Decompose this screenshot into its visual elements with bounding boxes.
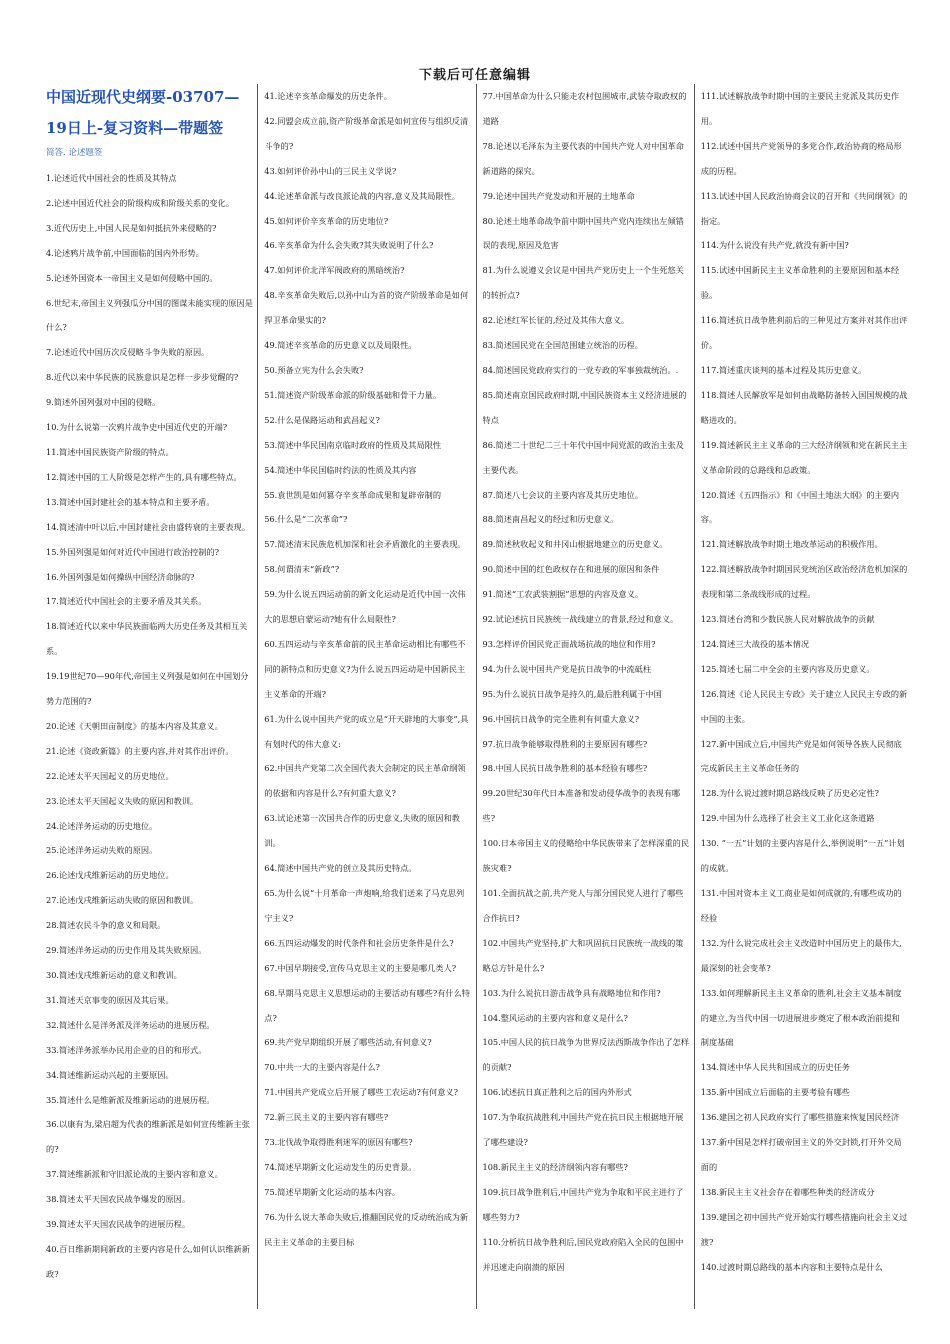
question-item: 65.为什么说“十月革命一声炮响,给我们送来了马克思列宁主义? <box>264 888 465 923</box>
question-item: 8.近代以来中华民族的民族意识是怎样一步步觉醒的? <box>46 372 239 383</box>
question-item: 75.简述早期新文化运动的基本内容。 <box>264 1186 401 1197</box>
question-item: 49.简述辛亥革命的历史意义以及局限性。 <box>264 340 417 351</box>
question-item: 30.简述戊戌维新运动的意义和教训。 <box>46 970 182 980</box>
question-item: 16.外国列强是如何操纵中国经济命脉的? <box>46 571 195 582</box>
question-item: 108.新民主主义的经济纲领内容有哪些? <box>482 1161 628 1172</box>
question-item: 121.简述解放战争时期土地改革运动的积极作用。 <box>700 539 883 550</box>
question-item: 84.简述国民党政府实行的一党专政的军事独裁统治。. <box>482 364 679 375</box>
question-item: 104.整风运动的主要内容和意义是什么? <box>482 1012 628 1023</box>
column-3 <box>476 84 694 1309</box>
question-item: 119.简述新民主主义革命的三大经济纲领和党在新民主主义革命阶段的总路线和总政策。 <box>700 439 908 475</box>
question-item: 5.论述外国资本一帝国主义是如何侵略中国的。 <box>46 272 218 283</box>
question-item: 10.为什么说第一次鸦片战争史中国近代史的开端? <box>46 422 228 433</box>
question-item: 2.论述中国近代社会的阶级构成和阶级关系的变化。 <box>46 197 234 208</box>
question-item: 31.简述天京事变的原因及其后果。 <box>46 994 174 1005</box>
question-item: 105.中国人民的抗日战争为世界反法西斯战争作出了怎样的贡献? <box>482 1037 690 1073</box>
question-item: 136.建国之初人民政府实行了哪些措施来恢复国民经济 <box>700 1112 900 1123</box>
question-item: 54.简述中华民国临时约法的性质及其内容 <box>264 464 417 475</box>
question-item: 7.论述近代中国历次反侵略斗争失败的原因。 <box>46 347 210 358</box>
question-item: 34.简述维新运动兴起的主要原因。 <box>46 1069 174 1080</box>
question-item: 88.简述南昌起义的经过和历史意义。 <box>482 514 619 525</box>
question-item: 15.外国列强是如何对近代中国进行政治控制的? <box>46 546 219 557</box>
question-item: 120.简述《五四指示》和《中国土地法大纲》的主要内容。 <box>700 489 900 525</box>
question-item: 112.试述中国共产党领导的多党合作,政治协商的格局形成的历程。 <box>700 140 902 176</box>
question-item: 103.为什么说抗日游击战争具有战略地位和作用? <box>482 987 661 998</box>
question-item: 134.简述中华人民共和国成立的历史任务 <box>700 1062 850 1073</box>
question-item: 76.为什么说大革命失败后,推翻国民党的反动统治成为新民主主义革命的主要目标 <box>264 1211 469 1247</box>
question-item: 133.如何理解新民主主义革命的胜利,社会主义基本制度的建立,为当代中国一切进展进步奠定了根本政治前提和制度基础 <box>700 987 902 1048</box>
question-item: 91.简述“工农武装割据”思想的内容及意义。 <box>482 589 644 600</box>
question-item: 101.全面抗战之前,共产党人与部分国民党人进行了哪些合作抗日? <box>482 888 684 923</box>
question-item: 74.简述早期新文化运动发生的历史背景。 <box>264 1161 417 1172</box>
question-item: 118.简述人民解放军是如何由战略防备转入国国规模的战略进攻的。 <box>700 389 908 425</box>
question-item: 81.为什么说遵义会议是中国共产党历史上一个生死悠关的转折点? <box>482 265 684 301</box>
question-item: 139.建国之初中国共产党开始实行哪些措施向社会主义过渡? <box>700 1211 908 1247</box>
question-item: 90.简述中国的红色政权存在和进展的原因和条件 <box>482 564 660 575</box>
question-item: 50.预备立宪为什么会失败? <box>264 364 364 375</box>
question-item: 77.中国革命为什么只能走农村包围城市,武装夺取政权的道路 <box>482 91 687 126</box>
question-item: 78.论述以毛泽东为主要代表的中国共产党人对中国革命新道路的探究。 <box>482 140 684 176</box>
question-item: 99.20世纪30年代日本准备和发动侵华战争的表现有哪些? <box>482 788 681 824</box>
question-item: 135.新中国成立后面临的主要考验有哪些 <box>700 1087 850 1098</box>
question-item: 1.论述近代中国社会的性质及其特点 <box>46 173 177 183</box>
question-item: 43.如何评价孙中山的三民主义学说? <box>264 165 397 176</box>
question-item: 13.简述中国封建社会的基本特点和主要矛盾。 <box>46 496 215 507</box>
question-item: 42.同盟会成立前,资产阶级革命派是如何宣传与组织反清斗争的? <box>264 115 469 151</box>
question-item: 87.简述八七会议的主要内容及其历史地位。 <box>482 489 643 500</box>
question-item: 52.什么是保路运动和武昌起义? <box>264 414 380 425</box>
question-item: 115.试述中国新民主主义革命胜利的主要原因和基本经验。 <box>700 265 900 301</box>
question-item: 129.中国为什么选择了社会主义工业化这条道路 <box>700 813 875 824</box>
question-item: 79.论述中国共产党发动和开展的土地革命 <box>482 190 635 201</box>
question-item: 53.简述中华民国南京临时政府的性质及其局限性 <box>264 439 442 450</box>
question-item: 69.共产党早期组织开展了哪些活动,有何意义? <box>264 1037 432 1048</box>
question-item: 6.世纪末,帝国主义列强瓜分中国的图谋未能实现的原因是什么? <box>46 297 253 333</box>
column-4 <box>694 84 912 1309</box>
question-item: 45.如何评价辛亥革命的历史地位? <box>264 215 389 226</box>
question-item: 39.简述太平天国农民战争的进展历程。 <box>46 1219 191 1230</box>
question-item: 137.新中国是怎样打破帝国主义的外交封锁,打开外交局面的 <box>700 1137 902 1172</box>
question-item: 32.简述什么是洋务派及洋务运动的进展历程。 <box>46 1019 215 1030</box>
question-item: 132.为什么说完成社会主义改造时中国历史上的最伟大,最深刻的社会变革? <box>700 937 902 973</box>
question-item: 122.简述解放战争时期国民党统治区政治经济危机加深的表现和第二条战线形成的过程。 <box>700 564 908 600</box>
question-item: 56.什么是“二次革命”? <box>264 514 348 525</box>
question-item: 107.为争取抗战胜利,中国共产党在抗日民主根据地开展了哪些建设? <box>482 1112 684 1148</box>
question-item: 82.论述红军长征的,经过及其伟大意义。 <box>482 315 630 326</box>
question-item: 66.五四运动爆发的时代条件和社会历史条件是什么? <box>264 937 454 948</box>
question-item: 59.为什么说五四运动前的新文化运动是近代中国一次伟大的思想启蒙运动?她有什么局限性? <box>264 589 466 625</box>
question-item: 48.辛亥革命失败后,以孙中山为首的资产阶级革命是如何捍卫革命果实的? <box>264 290 469 326</box>
question-item: 23.论述太平天国起义失败的原因和教训。 <box>46 795 199 806</box>
question-item: 60.五四运动与辛亥革命前的民主革命运动相比有哪些不同的新特点和历史意义?为什么说五四运动是中国新民主主义革命的开端? <box>264 638 466 699</box>
question-item: 100.日本帝国主义的侵略给中华民族带来了怎样深重的民族灾难? <box>482 838 690 874</box>
question-item: 93.怎样评价国民党正面战场抗战的地位和作用? <box>482 638 656 649</box>
question-item: 128.为什么说过渡时期总路线反映了历史必定性? <box>700 788 879 799</box>
question-item: 95.为什么说抗日战争是持久的,最后胜利属于中国 <box>482 688 662 699</box>
question-item: 85.简述南京国民政府时期,中国民族资本主义经济进展的特点 <box>482 389 687 425</box>
question-item: 89.简述秋收起义和井冈山根据地建立的历史意义。 <box>482 539 668 550</box>
question-item: 83.简述国民党在全国范围建立统治的历程。 <box>482 340 643 351</box>
question-item: 113.试述中国人民政治协商会议的召开和《共同纲领》的指定。 <box>700 190 908 226</box>
question-item: 125.简述七届二中全会的主要内容及历史意义。 <box>700 663 875 674</box>
question-item: 68.早期马克思主义思想运动的主要活动有哪些?有什么特点? <box>264 987 470 1023</box>
question-item: 63.试论述第一次国共合作的历史意义,失败的原因和教训。 <box>264 813 460 849</box>
question-item: 102.中国共产党坚持,扩大和巩固抗日民族统一战线的策略总方针是什么? <box>482 937 684 973</box>
question-item: 117.简述重庆谈判的基本过程及其历史意义。 <box>700 364 867 375</box>
question-item: 61.为什么说中国共产党的成立是“开天辟地的大事变”,具有划时代的伟大意义: <box>264 713 469 749</box>
question-item: 27.论述戊戌维新运动失败的原因和教训。 <box>46 895 199 906</box>
question-item: 111.试述解放战争时期中国的主要民主党派及其历史作用。 <box>700 91 900 126</box>
question-item: 124.简述三大战役的基本情况 <box>700 638 810 649</box>
question-item: 12.简述中国的工人阶级是怎样产生的,具有哪些特点。 <box>46 471 242 482</box>
question-item: 18.简述近代以来中华民族面临两大历史任务及其相互关系。 <box>46 621 248 657</box>
question-item: 96.中国抗日战争的完全胜利有何重大意义? <box>482 713 640 724</box>
question-item: 28.简述农民斗争的意义和局限。 <box>46 920 166 931</box>
column-2 <box>257 84 475 1309</box>
question-item: 94.为什么说中国共产党是抗日战争的中流砥柱 <box>482 663 652 674</box>
question-item: 80.论述土地革命战争前中期中国共产党内连续出左倾错误的表现,原因及危害 <box>482 215 684 251</box>
question-item: 37.简述维新派和守旧派论战的主要内容和意义。 <box>46 1169 223 1180</box>
question-item: 25.论述洋务运动失败的原因。 <box>46 845 158 856</box>
question-item: 35.简述什么是维新派及维新运动的进展历程。 <box>46 1094 215 1105</box>
question-item: 9.简述外国列强对中国的侵略。 <box>46 397 161 408</box>
question-item: 71.中国共产党成立后开展了哪些工农运动?有何意义? <box>264 1087 458 1098</box>
document-subtitle: 简答. 论述题签 <box>46 148 103 158</box>
question-item: 47.如何评价北洋军阀政府的黑暗统治? <box>264 265 405 276</box>
question-item: 11.简述中国民族资产阶级的特点。 <box>46 446 174 457</box>
question-item: 21.论述《资政新篇》的主要内容,并对其作出评价。 <box>46 745 234 756</box>
question-item: 36.以康有为,梁启超为代表的维新派是如何宣传维新主张的? <box>46 1119 250 1155</box>
question-item: 29.简述洋务运动的历史作用及其失败原因。 <box>46 945 207 956</box>
question-item: 140.过渡时期总路线的基本内容和主要特点是什么 <box>700 1261 883 1272</box>
question-item: 110.分析抗日战争胜利后,国民党政府陷入全民的包围中并迅速走向崩溃的原因 <box>482 1236 684 1272</box>
question-item: 17.简述近代中国社会的主要矛盾及其关系。 <box>46 596 207 607</box>
question-item: 46.辛亥革命为什么会失败?其失败说明了什么? <box>264 240 434 251</box>
header-note: 下载后可任意编辑 <box>418 68 531 83</box>
question-item: 92.试论述抗日民族统一战线建立的背景,经过和意义。 <box>482 614 679 625</box>
question-item: 86.简述二十世纪二三十年代中国中间党派的政治主张及主要代表。 <box>482 439 684 475</box>
question-item: 58.何谓清末“新政”? <box>264 564 340 575</box>
question-item: 97.抗日战争能够取得胜利的主要原因有哪些? <box>482 738 648 749</box>
question-item: 14.简述清中叶以后,中国封建社会由盛转衰的主要表现。 <box>46 521 250 532</box>
question-item: 138.新民主主义社会存在着哪些种类的经济成分 <box>700 1186 875 1197</box>
question-item: 55.袁世凯是如何篡夺辛亥革命成果和复辟帝制的 <box>264 489 442 500</box>
question-item: 127.新中国成立后,中国共产党是如何领导各族人民彻底完成新民主主义革命任务的 <box>700 738 902 774</box>
question-item: 3.近代历史上,中国人民是如何抵抗外来侵略的? <box>46 222 217 233</box>
question-columns <box>40 84 912 1309</box>
question-item: 114.为什么说没有共产党,就没有新中国? <box>700 240 849 251</box>
question-item: 22.论述太平天国起义的历史地位。 <box>46 770 174 781</box>
question-item: 130. “一五”计划的主要内容是什么,举例说明“一五”计划的成就。 <box>700 838 905 874</box>
question-item: 98.中国人民抗日战争胜利的基本经验有哪些? <box>482 763 648 774</box>
question-item: 106.试述抗日真正胜利之后的国内外形式 <box>482 1087 632 1098</box>
question-item: 20.论述《天朝田亩制度》的基本内容及其意义。 <box>46 720 223 731</box>
question-item: 38.简述太平天国农民战争爆发的原因。 <box>46 1194 191 1205</box>
question-item: 72.新三民主义的主要内容有哪些? <box>264 1112 389 1123</box>
question-item: 73.北伐战争取得胜利迷军的原因有哪些? <box>264 1137 413 1148</box>
question-item: 70.中共一大的主要内容是什么? <box>264 1062 380 1073</box>
question-item: 24.论述洋务运动的历史地位。 <box>46 820 158 831</box>
question-item: 26.论述戊戌维新运动的历史地位。 <box>46 870 174 881</box>
question-item: 57.简述清末民族危机加深和社会矛盾激化的主要表现。 <box>264 539 466 550</box>
question-item: 44.论述革命派与改良派论战的内容,意义及其局限性。 <box>264 190 460 201</box>
question-item: 33.简述洋务派举办民用企业的目的和形式。 <box>46 1044 207 1055</box>
question-item: 131.中国对资本主义工商业是如何成就的,有哪些成功的经验 <box>700 888 902 923</box>
question-item: 62.中国共产党第二次全国代表大会制定的民主革命纲领的依据和内容是什么?有何重大意义? <box>264 763 466 799</box>
question-item: 116.简述抗日战争胜利前后的三种见过方案并对其作出评价。 <box>700 315 908 351</box>
question-item: 109.抗日战争胜利后,中国共产党为争取和平民主进行了哪些努力? <box>482 1186 684 1222</box>
question-item: 51.简述资产阶级革命派的阶级基础和骨干力量。 <box>264 389 442 400</box>
question-item: 19.19世纪70—90年代,帝国主义列强是如何在中国划分势力范围的? <box>46 671 249 707</box>
document-title: 中国近现代史纲要-03707—19日上-复习资料—带题签 <box>46 88 240 137</box>
question-item: 41.论述辛亥革命爆发的历史条件。 <box>264 91 392 101</box>
column-1 <box>40 84 257 1309</box>
question-item: 67.中国早期接受,宣传马克思主义的主要是哪几类人? <box>264 962 457 973</box>
question-item: 4.论述鸦片战争前,中国面临的国内外形势。 <box>46 247 204 258</box>
question-item: 64.简述中国共产党的创立及其历史特点。 <box>264 863 417 874</box>
question-item: 40.百日维新期间新政的主要内容是什么,如何认识维新新政? <box>46 1243 250 1279</box>
question-item: 126.简述《论人民民主专政》关于建立人民民主专政的新中国的主张。 <box>700 688 908 724</box>
question-item: 123.简述台湾和少数民族人民对解放战争的贡献 <box>700 614 875 625</box>
